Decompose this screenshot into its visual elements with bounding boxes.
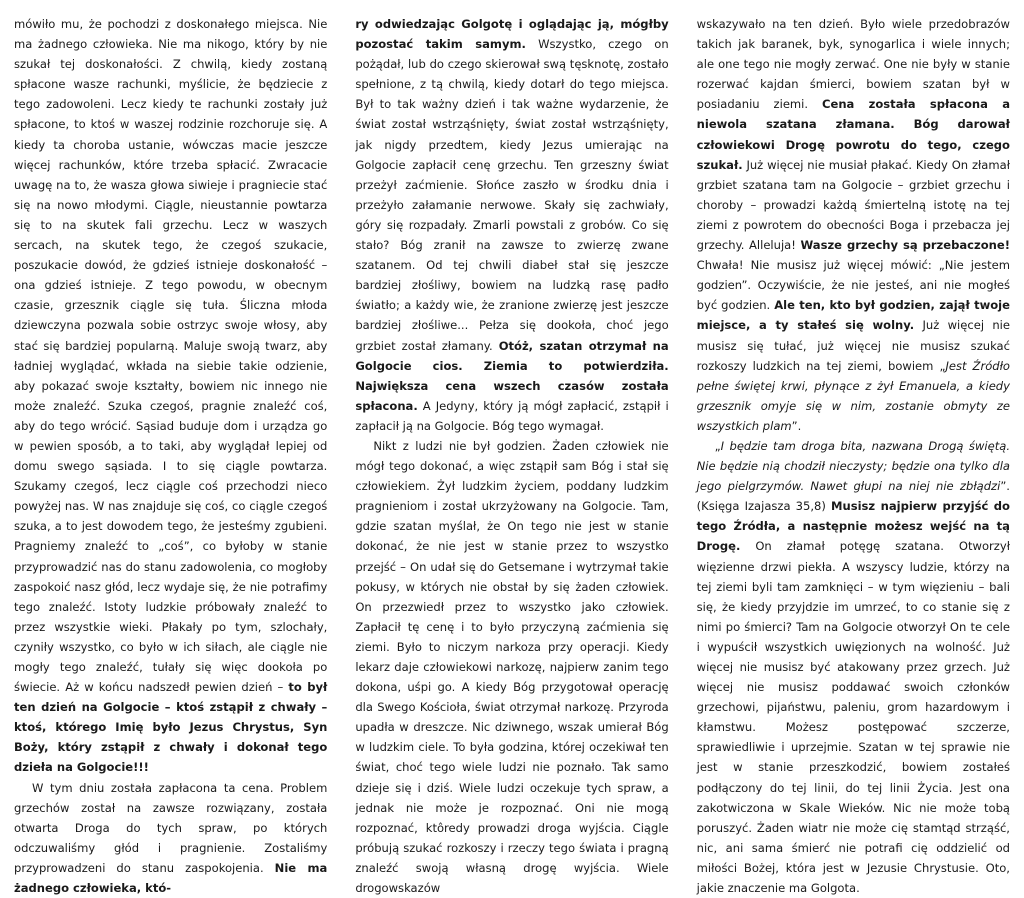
text-run: A Jedyny, który ją mógł zapłacić, zstąpił i zapłacił ją na Golgocie. Bóg tego wymagał. xyxy=(355,398,669,433)
italic-text-run: Jest Źródło pełne świętej krwi, płynące z żył Emanuela, a kiedy grzesznik omyje się w nim, zostanie obmyty ze wszystkich plam xyxy=(696,358,1010,433)
bold-text-run: to był ten dzień na Golgocie – ktoś zstąpił z chwały – ktoś, którego Imię było Jezus Chrystus, Syn Boży, który zstąpił z chwały i dokonał tego dzieła na Golgocie!!! xyxy=(14,680,328,775)
paragraph xyxy=(355,14,668,436)
bold-text-run: ry odwiedzając Golgotę i oglądając ją, mógłby pozostać takim samym. xyxy=(355,17,669,52)
text-column-2 xyxy=(355,14,669,896)
bold-text-run: Cena została spłacona a niewola szatana złamana. Bóg darował człowiekowi Drogę powrotu do tego, czego szukał. xyxy=(696,97,1010,172)
bold-text-run: Nie ma żadnego człowieka, któ- xyxy=(14,860,328,896)
text-run: Już więcej nie musisz się tułać, już więcej nie musisz szukać rozkoszy ludzkich na tej ziemi, bowiem „ xyxy=(696,318,1010,373)
italic-text-run: I będzie tam droga bita, nazwana Drogą świętą. Nie będzie nią chodził nieczysty; będzie ona tylko dla jego pielgrzymów. Nawet głupi na niej nie zbłądzi xyxy=(696,438,1010,494)
paragraph xyxy=(14,14,327,778)
text-run: Wszystko, czego on pożądał, lub do czego skierował swą tęsknotę, zostało spełnione, z tą chwilą, kiedy dotarł do tego miejsca. Był to tak ważny dzień i tak ważne wydarzenie, że świat został wstrząśnięty, świat został wstrząśnięty, jak nigdy przedtem, kiedy Jezus umierając na Golgocie zapłacił cenę grzechu. Ten grzeszny świat przeżył zaćmienie. Słońce zaszło w środku dnia i przeżyło załamanie nerwowe. Skały się zachwiały, góry się rozpadały. Zmarli powstali z grobów. Co się stało? Bóg zranił na zawsze to zwierzę zwane szatanem. Od tej chwili diabeł stał się jeszcze bardziej złośliwy, bowiem na ludzką rasę padło światło; a każdy wie, że zranione zwierzę jest jeszcze bardziej złośliwe... Pełza się dookoła, choć jego grzbiet został złamany. xyxy=(355,37,669,353)
text-run: wskazywało na ten dzień. Było wiele przedobrazów takich jak baranek, byk, synogarlica i wiele innych; ale one tego nie mogły zerwać. One nie były w stanie rozerwać kajdan śmierci, bowiem szatan był w posiadaniu ziemi. xyxy=(696,17,1010,112)
text-run: Chwała! Nie musisz już więcej mówić: „Nie jestem godzien”. Oczywiście, że nie jesteś, ani nie mogłeś być godzien. xyxy=(696,258,1010,313)
paragraph xyxy=(14,778,327,898)
text-column-1 xyxy=(14,14,328,896)
text-run: „ xyxy=(714,438,721,453)
text-run: W tym dniu została zapłacona ta cena. Problem grzechów został na zawsze rozwiązany, została otwarta Droga do tych spraw, po których odczuwaliśmy głód i pragnienie. Zostaliśmy przyprowadzeni do stanu zaspokojenia. xyxy=(14,780,328,875)
text-run: mówiło mu, że pochodzi z doskonałego miejsca. Nie ma żadnego człowieka. Nie ma nikogo, który by nie szukał tej doskonałości. Z chwilą, kiedy zostaną spłacone wasze rachunki, myślicie, że będziecie z tego zadowoleni. Lecz kiedy te rachunki zostały już spłacone, to ktoś w waszej rodzinie rozchoruje się. A kiedy ta choroba ustanie, wówczas macie jeszcze więcej rachunków, które trzeba spłacić. Zwracacie uwagę na to, że wasza głowa siwieje i pragniecie stać się na nowo młodymi. Ciągle, nieustannie powtarza się to na skutek fali grzechu. Lecz w waszych sercach, na skutek tego, że czegoś szukacie, poszukacie dowód, że gdzieś istnieje doskonałość – ona gdzieś istnieje. Z tego powodu, w obecnym czasie, grzesznik ciągle się tuła. Śliczna młoda dziewczyna pozwala sobie ostrzyc swoje włosy, aby stać się bardziej popularną. Maluje swoją twarz, aby ładniej wyglądać, wkłada na siebie takie odzienie, aby pokazać swoje kształty, bowiem nic innego nie może znaleźć. Szuka czegoś, pragnie znaleźć coś, aby do tego wrócić. Sąsiad buduje dom i urządza go w pewien sposób, a to taki, aby wyglądał lepiej od domu swego sąsiada. I to się ciągle powtarza. Szukamy czegoś, lecz ciągle coś przechodzi nieco powyżej nas. W nas znajduje się coś, co ciągle czegoś szuka, a to jest dowodem tego, że jesteśmy zgubieni. Pragniemy znaleźć to „coś”, co byłoby w stanie przyprowadzić nas do stanu zadowolenia, co mogłoby zaspokoić nasz głód, lecz wydaje się, że nie potrafimy tego znaleźć. Istoty ludzkie próbowały znaleźć to przez wszystkie wieki. Płakały po tym, szlochały, czyniły wszystko, co było w ich siłach, ale ciągle nie mogły tego znaleźć, tułały się więc dookoła po świecie. Aż w końcu nadszedł pewien dzień – xyxy=(14,17,328,695)
text-run: ”. (Księga Izajasza 35,8) xyxy=(696,479,1010,514)
text-run: On złamał potęgę szatana. Otworzył więzienne drzwi piekła. A wszyscy ludzie, którzy na tej ziemi byli tam zamknięci – w tym więzieniu – bali się, że kiedy przyjdzie im umrzeć, to co stanie się z nimi po śmierci? Tam na Golgocie otworzył On te cele i wypuścił wszystkich uwięzionych na wolność. Już więcej nie musisz być atakowany przez grzech. Już więcej nie musisz poddawać swoich członków grzechowi, pijaństwu, paleniu, grom hazardowym i kłamstwu. Możesz postępować szczerze, sprawiedliwie i uprzejmie. Szatan w tej sprawie nie jest w stanie przeszkodzić, bowiem zostałeś podłączony do tej linii, do tej linii Życia. Jest ona zakotwiczona w Skale Wieków. Nic nie może tobą poruszyć. Żaden wiatr nie może cię stamtąd strząść, nic, ani sama śmierć nie potrafi cię oddzielić od miłości Bożej, która jest w Jezusie Chrystusie. Oto, jakie znaczenie ma Golgota. xyxy=(696,539,1010,896)
text-run: Już więcej nie musiał płakać. Kiedy On złamał grzbiet szatana tam na Golgocie – grzbiet grzechu i choroby – prowadzi każdą śmiertelną istotę na tej ziemi z powrotem do obecności Boga i przebacza jej grzechy. Alleluja! xyxy=(696,157,1010,253)
text-run: Nikt z ludzi nie był godzien. Żaden człowiek nie mógł tego dokonać, a więc zstąpił sam Bóg i stał się człowiekiem. Żył ludzkim życiem, poddany ludzkim pragnieniom i został ukrzyżowany na Golgocie. Tam, gdzie szatan myślał, że On tego nie jest w stanie dokonać, że nie jest w stanie przez to wszystko przejść – On udał się do Getsemane i wytrzymał takie pokusy, w których nie obstał by się żaden człowiek. On przezwiedł przez to wszystko jako człowiek. Zapłacił tę cenę i to było przyczyną zaćmienia się ziemi. Było to niczym narkoza przy operacji. Kiedy lekarz daje człowiekowi narkozę, najpierw zanim tego dokona, uśpi go. A kiedy Bóg przygotował operację dla Swego Kościoła, świat otrzymał narkozę. Przyroda upadła w dreszcze. Nic dziwnego, wszak umierał Bóg w ludzkim ciele. To była godzina, której oczekiwał ten świat, choć tego wiele ludzi nie poznało. Tak samo dzieje się i dziś. Wiele ludzi oczekuje tych spraw, a jednak nie może je rozpoznać. Oni nie mogą rozpoznać, ktôredy prowadzi droga wyjścia. Ciągle próbują szukać rozkoszy i rzeczy tego świata i pragną znaleźć swoją własną drogę wyjścia. Wiele drogowskazów xyxy=(355,438,669,896)
bold-text-run: Otóż, szatan otrzymał na Golgocie cios. Ziemia to potwierdziła. Największa cena wszech czasów została spłacona. xyxy=(355,338,669,413)
bold-text-run: Wasze grzechy są przebaczone! xyxy=(800,238,1010,253)
text-run: ”. xyxy=(791,418,802,433)
bold-text-run: Ale ten, kto był godzien, zajął twoje miejsce, a ty stałeś się wolny. xyxy=(696,298,1010,333)
paragraph xyxy=(355,436,668,898)
paragraph xyxy=(697,436,1010,898)
paragraph xyxy=(697,14,1010,436)
bold-text-run: Musisz najpierw przyjść do tego Źródła, a następnie możesz wejść na tą Drogę. xyxy=(696,499,1010,554)
text-column-3 xyxy=(696,14,1010,896)
